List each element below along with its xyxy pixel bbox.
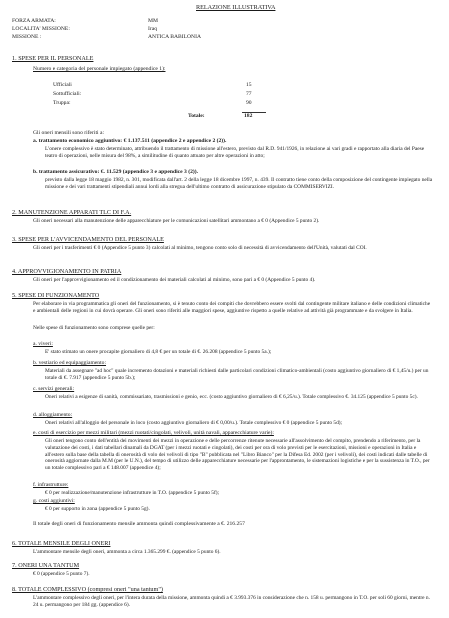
header-value-missione: ANTICA BABILONIA [148,34,201,40]
section-8-title: 8. TOTALE COMPLESSIVO (compresi oneri "una tantum") [12,586,163,593]
section-7-title: 7. ONERI UNA TANTUM [12,562,80,569]
costs-intro: Gli oneri mensili sono riferiti a: [33,130,104,136]
item-5e-head: e. costi di esercizio per mezzi militari (mezzi ruotati/cingolati, velivoli, unità navali, apparecchiature varie): [33,430,274,436]
item-5g-head: g. costi aggiuntivi: [33,498,75,504]
item-5a-body: E' stato stimato un onere procapite giornaliero di 4,8 € per un totale di €. 26.208 (appendice 5 punto 5a.); [45,349,272,355]
item-5g-body: € 0 per supporto in zona (appendice 5 punto 5g). [45,506,150,512]
section-4-body: Gli oneri per l'approvvigionamento ed il condizionamento dei materiali calcolati al minimo, sono pari a € 0 (Appendice 5 punto 4). [33,277,316,283]
item-5c-head: c. servizi generali: [33,386,75,392]
section-5-intro: Per elaborare in via programmatica gli oneri del funzionamento, si è tenuto conto dei compiti che dovrebbero essere svolti dal contingente militare italiano e delle condizioni climatiche e ambientali delle regioni in cui dovrà operare. Gli oneri sono riferiti alle maggiori spese, aggiuntive rispetto a quelle relative ad attività già programmate e da svolgere in Italia. [33,301,431,314]
item-a-head: a. trattamento economico aggiuntivo: € 1.137.511 (appendice 2 e appendice 2 (2)). [33,138,227,144]
document-title: RELAZIONE ILLUSTRATIVA [196,4,276,11]
section-8-body: L'ammontare complessivo degli oneri, per l'intera durata della missione, ammonta quindi a € 3.993.376 in considerazione che n. 158 u. permangono in T.O. per soli 60 giorni, mentre n. 24 u. permangono per 184 gg. (appendice 6). [33,595,430,608]
section-3-body: Gli oneri per i trasferimenti € 0 (Appendice 5 punto 3) calcolati al minimo, tengono conto solo di necessità di avvicendamento dell'Unità, valutati dal COI. [33,245,367,251]
item-5e-body: Gli oneri tengono conto dell'entità dei movimenti dei mezzi in operazione e delle percorrenze ritenute necessarie all'assolvimento del compito, prendendo a riferimento, per la valutazione dei costi, i dati tabellari dinamali da DGAT (per i mezzi ruotati e cingolati), dei costi per ora di volo previsti per le esercitazioni, missioni e operazioni in Italia e all'estero sulla base della tabella di onerosità di volo dei velivoli di tipo "B" pubblicata nel "Libro Bianco" per la Difesa Ed. 2002 (per i velivoli), dei costi indicati dalle tabelle di onerosità aggiornate dalla M.M (per le U.N.), del tempo di utilizzo delle apparecchiature necessarie per l'approntamento, le sistemazioni logistiche e per la sussistenza in T.O., per un totale complessivo pari a € 148.007 (appendice 4); [45,438,430,472]
item-b-body: previsto dalla legge 18 maggio 1982, n. 301, modificata dall'art. 2 della legge 18 dicembre 1997, n. 439. Il contratto tiene conto della composizione del contingente impiegato nella missione e dei vari trattamenti stipendiali annui lordi alla stregua dell'ultimo contratto di assicurazione stipulato da COMMISERVIZI. [45,177,433,190]
section-7-body: € 0 (appendice 5 punto 7). [33,571,90,577]
section-2-title: 2. MANUTENZIONE APPARATI TLC DI F.A. [12,209,132,216]
staff-total-label: Totale: [188,113,205,119]
staff-total-value: 182 [244,113,253,119]
section-3-title: 3. SPESE PER L'AVVICENDAMENTO DEL PERSONALE [12,236,164,243]
item-b-head: b. trattamento assicurativo: €. 11.529 (appendice 3 e appendice 3 (2)). [33,169,199,175]
section-1-title: 1. SPESE PER IL PERSONALE [12,55,94,62]
header-label-localita: LOCALITA' MISSIONE: [12,26,70,32]
staff-value-ufficiali: 15 [246,82,252,88]
staff-value-sottufficiali: 77 [246,91,252,97]
section-6-title: 6. TOTALE MENSILE DEGLI ONERI [12,540,111,547]
section-2-body: Gli oneri necessari alla manutenzione delle apparecchiature per le comunicazioni satellitari ammontano a € 0 (Appendice 5 punto 2). [33,218,320,224]
item-5f-head: f. infrastrutture: [33,482,69,488]
item-5d-head: d. alloggiamento: [33,412,73,418]
header-value-localita: Iraq [148,26,158,32]
section-5-title: 5. SPESE DI FUNZIONAMENTO [12,292,100,299]
item-5f-body: € 0 per realizzazione/manutenzione infrastrutture in T.O. (appendice 5 punto 5f); [45,490,220,496]
item-5a-head: a. viveri: [33,341,53,347]
staff-value-truppa: 90 [246,100,252,106]
section-5-total: Il totale degli oneri di funzionamento mensile ammonta quindi complessivamente a €. 216.257 [33,521,245,527]
section-6-body: L'ammontare mensile degli oneri, ammonta a circa 1.365.299 €. (appendice 5 punto 6). [33,549,221,555]
item-5b-body: Materiali da assegnare "ad hoc" quale incremento dotazioni e materiali richiesti dalle particolari condizioni climatico-ambientali (costo aggiuntivo giornaliero di € 1,45/u.) per un totale di €. 7.917 (appendice 5 punto 5b.); [45,368,429,381]
section-4-title: 4. APPROVVIGIONAMENTO IN PATRIA [12,268,122,275]
staff-label-truppa: Truppa: [53,100,71,106]
section-5-intro2: Nelle spese di funzionamento sono comprese quelle per: [33,325,155,331]
header-label-missione: MISSIONE : [12,34,42,40]
staff-label-ufficiali: Ufficiali [53,82,72,88]
header-label-forza-armata: FORZA ARMATA: [12,18,56,24]
item-5c-body: Oneri relativi a esigenze di sanità, commissariato, trasmissioni e genio, ecc. (costo aggiuntivo giornaliero di € 6,25/u.). Totale complessivo €. 34.125 (appendice 5 punto 5c). [45,394,418,400]
section-1-subtitle: Numero e categoria del personale impiegato (appendice 1): [33,66,166,72]
staff-label-sottufficiali: Sottufficiali: [53,91,82,97]
header-value-forza-armata: MM [148,18,158,24]
item-5d-body: Oneri relativi all'alloggio del personale in loco (costo aggiuntivo giornaliero di € 0,00/u.). Totale complessivo € 0 (appendice 5 punto 5d); [45,420,343,426]
item-5b-head: b. vestiario ed equipaggiamento: [33,360,107,366]
item-a-body: L'onere complessivo è stato determinato, attribuendo il trattamento di missione all'estero, previsto dal R.D. 941/1926, in relazione ai vari gradi e rapportato alla diaria del Paese teatro di operazioni, nelle misura del 98%, a similitudine di quanto attuato per altre operazioni in atto; [45,146,425,159]
